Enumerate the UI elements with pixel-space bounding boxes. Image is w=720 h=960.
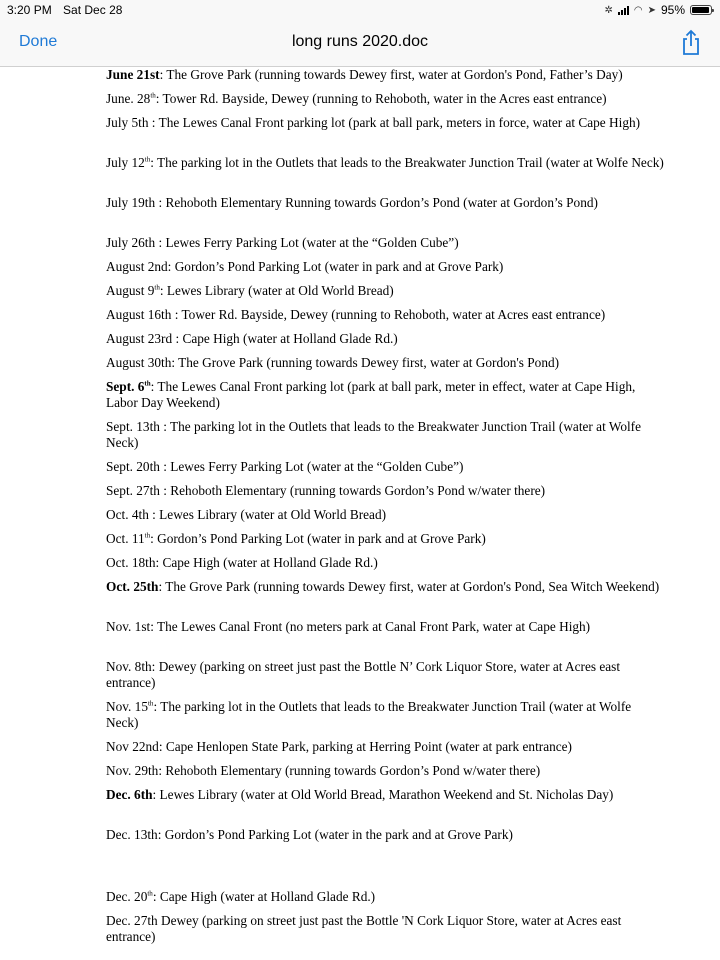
schedule-entry [106, 115, 666, 131]
schedule-entry [106, 555, 666, 571]
entry-details: : The Grove Park (running towards Dewey first, water at Gordon's Pond, Sea Witch Weekend) [158, 579, 660, 594]
share-icon [678, 28, 704, 56]
entry-details: : The parking lot in the Outlets that leads to the Breakwater Junction Trail (water at Wolfe Neck) [150, 155, 664, 170]
status-bar [0, 0, 720, 20]
entry-details: : Tower Rd. Bayside, Dewey (running to Rehoboth, water in the Acres east entrance) [155, 91, 607, 106]
entry-text: Nov. 15 [106, 699, 148, 714]
entry-ordinal: th [144, 155, 151, 164]
schedule-entry [106, 483, 666, 499]
entry-details: : The Grove Park (running towards Dewey first, water at Gordon's Pond, Father’s Day) [159, 67, 623, 82]
schedule-entry [106, 889, 666, 905]
schedule-entry [106, 259, 666, 275]
battery-icon [690, 5, 712, 15]
entry-text: July 26th : Lewes Ferry Parking Lot (water at the “Golden Cube”) [106, 235, 459, 250]
entry-details: : Lewes Library (water at Old World Bread) [159, 283, 394, 298]
entry-text: Nov. 8th: Dewey (parking on street just past the Bottle N’ Cork Liquor Store, water at Acres east entrance) [106, 659, 621, 690]
entry-ordinal: th [147, 699, 154, 708]
entry-text: Oct. 4th : Lewes Library (water at Old World Bread) [106, 507, 387, 522]
status-date: Sat Dec 28 [63, 3, 123, 17]
entry-text: Nov 22nd: Cape Henlopen State Park, parking at Herring Point (water at park entrance) [106, 739, 572, 754]
schedule-entry [106, 91, 666, 107]
entry-text: August 9 [106, 283, 155, 298]
entry-ordinal: th [150, 91, 156, 100]
schedule-entry [106, 699, 666, 731]
schedule-entry [106, 355, 666, 371]
entry-ordinal: th [144, 379, 151, 388]
entry-text: Oct. 11 [106, 531, 145, 546]
schedule-entry [106, 787, 666, 803]
schedule-entry [106, 507, 666, 523]
entry-text: Sept. 13th : The parking lot in the Outlets that leads to the Breakwater Junction Trail (water at Wolfe Neck) [106, 419, 642, 450]
wifi-icon: ◠ [633, 4, 643, 16]
entry-text: July 12 [106, 155, 145, 170]
entry-text: August 23rd : Cape High (water at Holland Glade Rd.) [106, 331, 398, 346]
document-title: long runs 2020.doc [291, 33, 429, 50]
nav-bar [0, 20, 720, 67]
schedule-entry [106, 579, 666, 595]
entry-text: Dec. 27th Dewey (parking on street just past the Bottle 'N Cork Liquor Store, water at Acres east entrance) [106, 913, 622, 944]
schedule-entry [106, 235, 666, 251]
entry-date: Oct. 25th [106, 579, 159, 594]
entry-details: : Gordon’s Pond Parking Lot (water in park and at Grove Park) [150, 531, 486, 546]
location-icon: ➤ [647, 4, 656, 16]
entry-text: July 19th : Rehoboth Elementary Running towards Gordon’s Pond (water at Gordon’s Pond) [106, 195, 598, 210]
signal-icon [618, 5, 629, 15]
schedule-entry [106, 307, 666, 323]
entry-ordinal: th [154, 283, 160, 292]
schedule-entry [106, 659, 666, 691]
schedule-entry [106, 827, 666, 843]
schedule-entry [106, 195, 666, 211]
schedule-entry [106, 331, 666, 347]
share-button[interactable] [678, 28, 704, 56]
schedule-entry [106, 283, 666, 299]
entry-date: Dec. 6th [106, 787, 153, 802]
schedule-entry [106, 913, 666, 945]
schedule-entry [106, 763, 666, 779]
entry-text: August 2nd: Gordon’s Pond Parking Lot (water in park and at Grove Park) [106, 259, 504, 274]
entry-text: August 16th : Tower Rd. Bayside, Dewey (running to Rehoboth, water at Acres east entrance) [106, 307, 606, 322]
entry-details: : The parking lot in the Outlets that leads to the Breakwater Junction Trail (water at Wolfe Neck) [106, 699, 632, 730]
status-time: 3:20 PM [7, 3, 52, 17]
entry-text: Nov. 29th: Rehoboth Elementary (running towards Gordon’s Pond w/water there) [106, 763, 541, 778]
entry-text: Nov. 1st: The Lewes Canal Front (no meters park at Canal Front Park, water at Cape High) [106, 619, 591, 634]
entry-text: Sept. 27th : Rehoboth Elementary (running towards Gordon’s Pond w/water there) [106, 483, 546, 498]
battery-percent: 95% [660, 3, 685, 17]
entry-text: Oct. 18th: Cape High (water at Holland Glade Rd.) [106, 555, 378, 570]
entry-text: Dec. 20 [106, 889, 148, 904]
entry-date: June 21st [106, 67, 160, 82]
entry-details: : Cape High (water at Holland Glade Rd.) [152, 889, 376, 904]
schedule-entry [106, 419, 666, 451]
entry-text: August 30th: The Grove Park (running towards Dewey first, water at Gordon's Pond) [106, 355, 560, 370]
schedule-entry [106, 67, 666, 83]
entry-details: : Lewes Library (water at Old World Bread, Marathon Weekend and St. Nicholas Day) [152, 787, 614, 802]
entry-date: Sept. 6 [106, 379, 145, 394]
do-not-disturb-icon: ✲ [604, 4, 613, 16]
schedule-entry [106, 379, 666, 411]
entry-text: Sept. 20th : Lewes Ferry Parking Lot (water at the “Golden Cube”) [106, 459, 464, 474]
schedule-entry [106, 531, 666, 547]
schedule-entry [106, 739, 666, 755]
battery-fill [692, 7, 709, 13]
entry-ordinal: th [144, 531, 151, 540]
schedule-entry [106, 459, 666, 475]
schedule-entry [106, 619, 666, 635]
entry-ordinal: th [147, 889, 153, 898]
schedule-entry [106, 155, 666, 171]
entry-text: June. 28 [106, 91, 151, 106]
done-button[interactable]: Done [19, 33, 58, 50]
entry-text: Dec. 13th: Gordon’s Pond Parking Lot (water in the park and at Grove Park) [106, 827, 513, 842]
entry-details: : The Lewes Canal Front parking lot (park at ball park, meter in effect, water at Cape High, Labor Day Weekend) [106, 379, 636, 410]
entry-text: July 5th : The Lewes Canal Front parking lot (park at ball park, meters in force, water at Cape High) [106, 115, 641, 130]
